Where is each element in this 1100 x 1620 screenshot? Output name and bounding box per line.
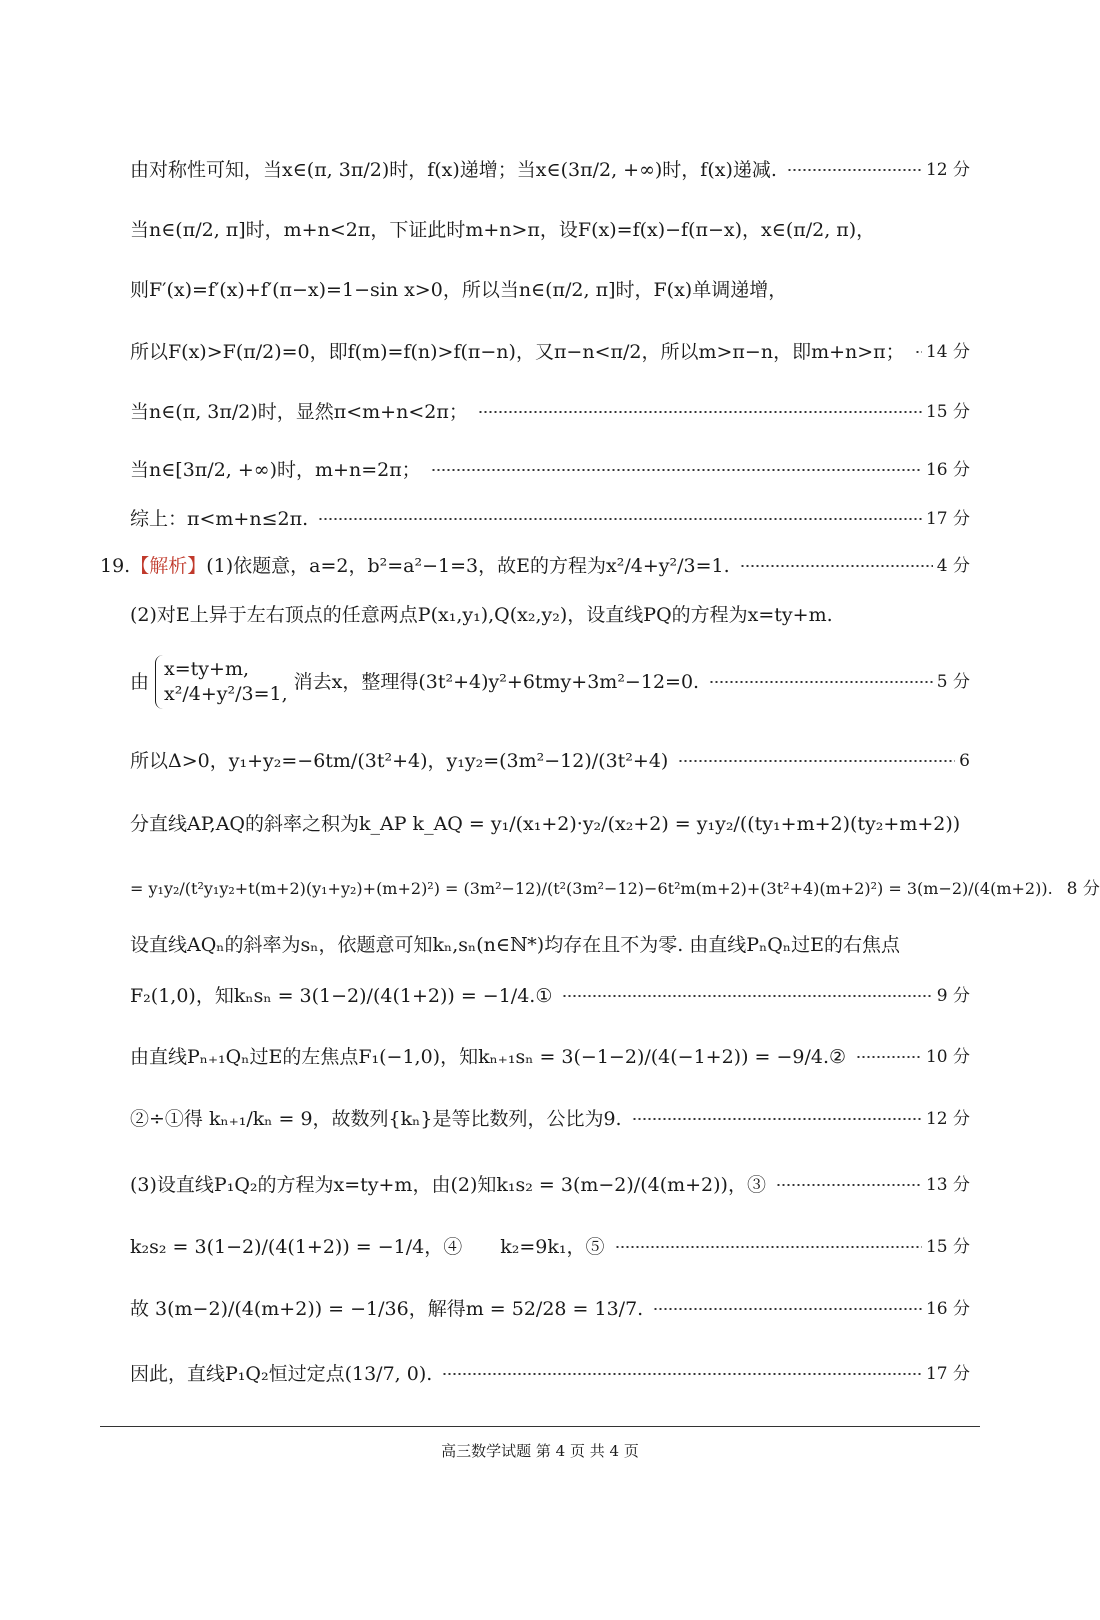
question-number: 19. <box>100 554 131 577</box>
line-text: (3)设直线P₁Q₂的方程为x=ty+m，由(2)知k₁s₂ = 3(m−2)/(4(m+2))，③ <box>130 1173 766 1196</box>
line-text: 由直线Pₙ₊₁Qₙ过E的左焦点F₁(−1,0)，知kₙ₊₁sₙ = 3(−1−2)/(4(−1+2)) = −9/4.② <box>130 1045 847 1068</box>
solution-line <box>130 1094 970 1144</box>
line-text: 当n∈(π, 3π/2)时，显然π<m+n<2π； <box>130 400 468 423</box>
solution-line <box>130 1284 970 1334</box>
score: 15 分 <box>925 1236 970 1257</box>
leader-dots <box>787 169 922 171</box>
line-text: 所以F(x)>F(π/2)=0，即f(m)=f(n)>f(π−n)，又π−n<π/2，所以m>π−n，即m+n>π； <box>130 340 905 363</box>
score: 5 分 <box>936 671 970 692</box>
analysis-tag: 【解析】 <box>130 554 207 577</box>
solution-line <box>130 504 970 534</box>
solution-line <box>130 930 970 960</box>
score: 12 分 <box>925 1108 970 1129</box>
leader-dots <box>776 1184 922 1186</box>
score: 16 分 <box>925 1298 970 1319</box>
score: 10 分 <box>925 1046 970 1067</box>
system-eq-1: x=ty+m, <box>164 658 249 680</box>
line-body: (1)依题意，a=2，b²=a²−1=3，故E的方程为x²/4+y²/3=1. <box>206 554 730 577</box>
leader-dots <box>562 995 932 997</box>
prefix: 由 <box>130 670 150 693</box>
solution-line <box>130 972 970 1020</box>
solution-line <box>130 148 970 192</box>
score: 6 <box>959 750 970 771</box>
solution-line <box>130 448 970 492</box>
line-text: 故 3(m−2)/(4(m+2)) = −1/36，解得m = 52/28 = 13/7. <box>130 1297 644 1320</box>
line-text: 则F′(x)=f′(x)+f′(π−x)=1−sin x>0，所以当n∈(π/2, π]时，F(x)单调递增， <box>130 278 788 301</box>
solution-line <box>130 1348 970 1400</box>
equation-system <box>155 655 288 709</box>
leader-dots <box>478 411 922 413</box>
line-text: k₂s₂ = 3(1−2)/(4(1+2)) = −1/4，④ k₂=9k₁，⑤ <box>130 1235 605 1258</box>
line-text: 当n∈(π/2, π]时，m+n<2π，下证此时m+n>π，设F(x)=f(x)−f(π−x)，x∈(π/2, π)， <box>130 218 876 241</box>
solution-line <box>130 738 970 784</box>
solution-line <box>130 600 970 630</box>
solution-line <box>130 640 970 724</box>
line-body: 消去x，整理得(3t²+4)y²+6tmy+3m²−12=0. <box>293 670 700 693</box>
score: 15 分 <box>925 401 970 422</box>
score: 9 分 <box>936 985 970 1006</box>
line-text: ②÷①得 kₙ₊₁/kₙ = 9，故数列{kₙ}是等比数列，公比为9. <box>130 1107 622 1130</box>
footer-divider <box>100 1426 980 1427</box>
line-text: 设直线AQₙ的斜率为sₙ，依题意可知kₙ,sₙ(n∈ℕ*)均存在且不为零. 由直线PₙQₙ过E的右焦点 <box>130 933 900 956</box>
solution-line <box>130 208 970 252</box>
score: 17 分 <box>925 508 970 529</box>
solution-line <box>130 330 970 374</box>
leader-dots <box>431 469 922 471</box>
score: 16 分 <box>925 459 970 480</box>
page-footer: 高三数学试题 第 4 页 共 4 页 <box>441 1442 639 1460</box>
leader-dots <box>678 760 955 762</box>
solution-line <box>130 1222 970 1272</box>
line-text: = y₁y₂/(t²y₁y₂+t(m+2)(y₁+y₂)+(m+2)²) = (3m²−12)/(t²(3m²−12)−6t²m(m+2)+(3t²+4)(m+2)²) = 3(m−2)/(4(m+2)). <box>130 879 1053 898</box>
score: 8 分 <box>1066 878 1100 899</box>
leader-dots <box>615 1246 922 1248</box>
leader-dots <box>632 1118 922 1120</box>
score: 17 分 <box>925 1363 970 1384</box>
solution-line <box>130 1032 970 1082</box>
line-text: 所以Δ>0，y₁+y₂=−6tm/(3t²+4)，y₁y₂=(3m²−12)/(3t²+4) <box>130 749 669 772</box>
line-text: F₂(1,0)，知kₙsₙ = 3(1−2)/(4(1+2)) = −1/4.① <box>130 984 553 1007</box>
score: 12 分 <box>925 159 970 180</box>
solution-line <box>130 268 970 312</box>
solution-line <box>130 800 970 848</box>
leader-dots <box>442 1373 922 1375</box>
leader-dots <box>915 351 922 353</box>
leader-dots <box>856 1056 922 1058</box>
leader-dots <box>740 565 933 567</box>
line-text: 分直线AP,AQ的斜率之积为k_AP k_AQ = y₁/(x₁+2)·y₂/(x₂+2) = y₁y₂/((ty₁+m+2)(ty₂+m+2)) <box>130 812 961 835</box>
line-text: 综上：π<m+n≤2π. <box>130 507 309 530</box>
solution-line-q19 <box>100 544 970 588</box>
line-text: 由对称性可知，当x∈(π, 3π/2)时，f(x)递增；当x∈(3π/2, +∞)时，f(x)递减. <box>130 158 777 181</box>
line-text <box>130 655 699 709</box>
leader-dots <box>318 518 922 520</box>
score: 13 分 <box>925 1174 970 1195</box>
leader-dots <box>709 681 933 683</box>
score: 14 分 <box>925 341 970 362</box>
line-text: (2)对E上异于左右顶点的任意两点P(x₁,y₁),Q(x₂,y₂)，设直线PQ的方程为x=ty+m. <box>130 603 833 626</box>
score: 4 分 <box>936 555 970 576</box>
solution-line <box>130 1160 970 1210</box>
solution-line <box>130 862 1100 916</box>
line-text: 因此，直线P₁Q₂恒过定点(13/7, 0). <box>130 1362 433 1385</box>
solution-line <box>130 390 970 434</box>
system-eq-2: x²/4+y²/3=1, <box>164 683 288 705</box>
leader-dots <box>653 1308 922 1310</box>
line-text <box>100 554 730 577</box>
line-text: 当n∈[3π/2, +∞)时，m+n=2π； <box>130 458 421 481</box>
